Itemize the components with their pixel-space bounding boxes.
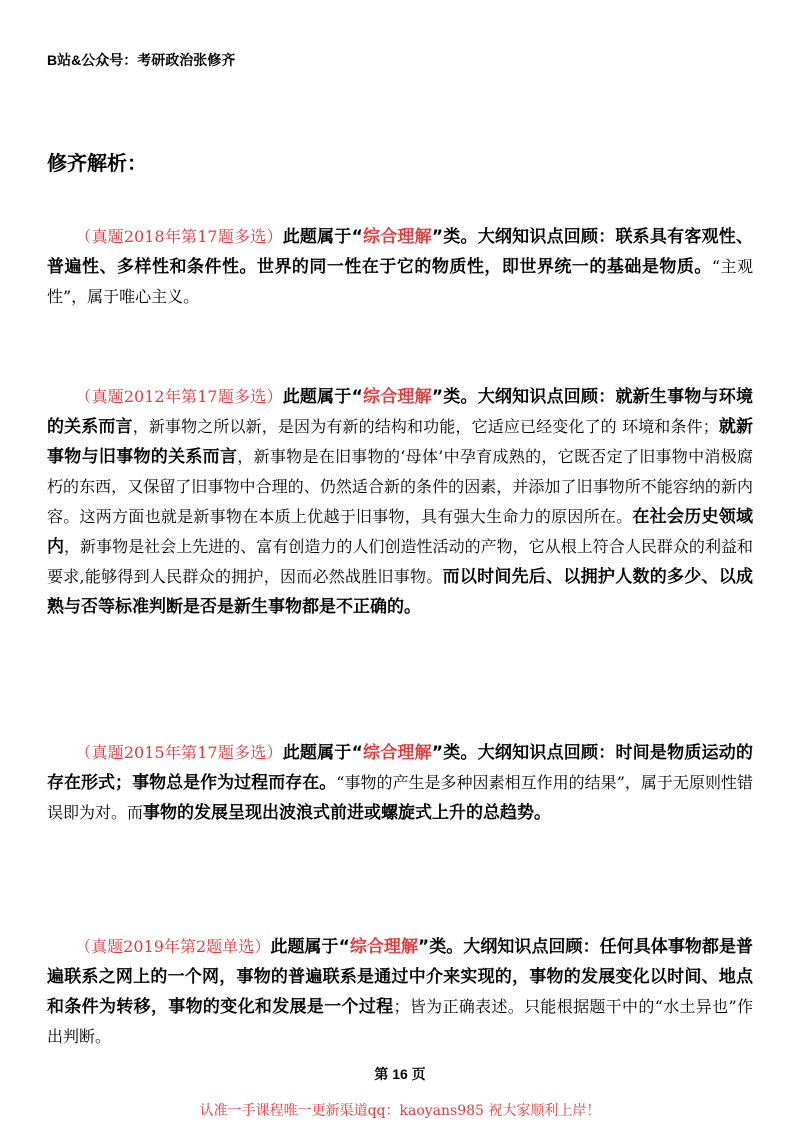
key-point: 就新事物与旧事物的关系而言 — [47, 417, 754, 467]
page-header: B站&公众号：考研政治张修齐 — [47, 52, 236, 68]
explanation-text: ；皆为正确表述。只能根据题干中的“水土异也”作出判断。 — [47, 997, 753, 1046]
key-point: 就新生事物与环境的关系而言 — [47, 387, 753, 437]
explanation-text: “主观性”，属于唯心主义。 — [47, 257, 753, 306]
question-tag: （真题2012年第17题多选） — [75, 387, 283, 406]
analysis-paragraph-2019-q2: （真题2019年第2题单选）此题属于“综合理解”类。大纲知识点回顾：任何具体事物都是普遍联系之网上的一个网，事物的普遍联系是通过中介来实现的，事物的发展变化以时间、地点和条件为转移，事物的变化和发展是一个过程；皆为正确表述。只能根据题干中的“水土异也”作出判断。 — [47, 937, 753, 1046]
key-point: 时间是物质运动的存在形式；事物总是作为过程而存在。 — [47, 743, 753, 793]
category-label: 综合理解 — [362, 743, 432, 763]
explanation-text: ，新事物是在旧事物的‘母体’中孕育成熟的，它既否定了旧事物中消极腐朽的东西，又保留了旧事物中合理的、仍然适合新的条件的因素，并添加了旧事物所不能容纳的新内容。这两方面也就是新事物在本质上优越于旧事物，具有强大生命力的原因所在。 — [47, 447, 753, 526]
question-tag: （真题2015年第17题多选） — [75, 743, 283, 762]
explanation-text: ，新事物之所以新，是因为有新的结构和功能，它适应已经变化了的 环境和条件； — [132, 417, 719, 436]
category-label: 综合理解 — [362, 387, 432, 407]
category-label: 综合理解 — [349, 937, 418, 957]
question-tag: （真题2018年第17题多选） — [75, 227, 283, 246]
page-number: 第 16 页 — [374, 1066, 426, 1082]
key-point: 联系具有客观性、普遍性、多样性和条件性。世界的同一性在于它的物质性，即世界统一的基础是物质。 — [47, 227, 753, 277]
footer-notice: 认准一手课程唯一更新渠道qq：kaoyans985 祝大家顺利上岸！ — [199, 1103, 601, 1119]
question-tag: （真题2019年第2题单选） — [75, 937, 271, 956]
explanation-text: ，新事物是社会上先进的、富有创造力的人们创造性活动的产物，它从根上符合人民群众的利益和要求,能够得到人民群众的拥护，因而必然战胜旧事物。 — [47, 537, 753, 586]
explanation-text: “事物的产生是多种因素相互作用的结果”，属于无原则性错误即为对。而 — [47, 773, 753, 822]
analysis-paragraph-2018-q17: （真题2018年第17题多选）此题属于“综合理解”类。大纲知识点回顾：联系具有客观性、普遍性、多样性和条件性。世界的同一性在于它的物质性，即世界统一的基础是物质。“主观性”，属于唯心主义。 — [47, 227, 753, 306]
key-point: 而以时间先后、以拥护人数的多少、以成熟与否等标准判断是否是新生事物都是不正确的。 — [47, 567, 754, 617]
category-label: 综合理解 — [362, 227, 432, 247]
section-title: 修齐解析： — [47, 153, 147, 175]
key-point: 任何具体事物都是普遍联系之网上的一个网，事物的普遍联系是通过中介来实现的，事物的发展变化以时间、地点和条件为转移，事物的变化和发展是一个过程 — [47, 937, 753, 1017]
analysis-paragraph-2015-q17: （真题2015年第17题多选）此题属于“综合理解”类。大纲知识点回顾：时间是物质运动的存在形式；事物总是作为过程而存在。“事物的产生是多种因素相互作用的结果”，属于无原则性错误即为对。而事物的发展呈现出波浪式前进或螺旋式上升的总趋势。 — [47, 743, 753, 823]
key-point: 在社会历史领域内 — [47, 507, 753, 557]
key-point: 事物的发展呈现出波浪式前进或螺旋式上升的总趋势。 — [143, 803, 552, 823]
analysis-paragraph-2012-q17: （真题2012年第17题多选）此题属于“综合理解”类。大纲知识点回顾：就新生事物与环境的关系而言，新事物之所以新，是因为有新的结构和功能，它适应已经变化了的 环境和条件；就新事物与旧事物的关系而言，新事物是在旧事物的‘母体’中孕育成熟的，它既否定了旧事物中消极腐朽的东西，又保留了旧事物中合理的、仍然适合新的条件的因素，并添加了旧事物所不能容纳的新内容。这两方面也就是新事物在本质上优越于旧事物，具有强大生命力的原因所在。在社会历史领域内，新事物是社会上先进的、富有创造力的人们创造性活动的产物，它从根上符合人民群众的利益和要求,能够得到人民群众的拥护，因而必然战胜旧事物。而以时间先后、以拥护人数的多少、以成熟与否等标准判断是否是新生事物都是不正确的。 — [47, 387, 754, 617]
